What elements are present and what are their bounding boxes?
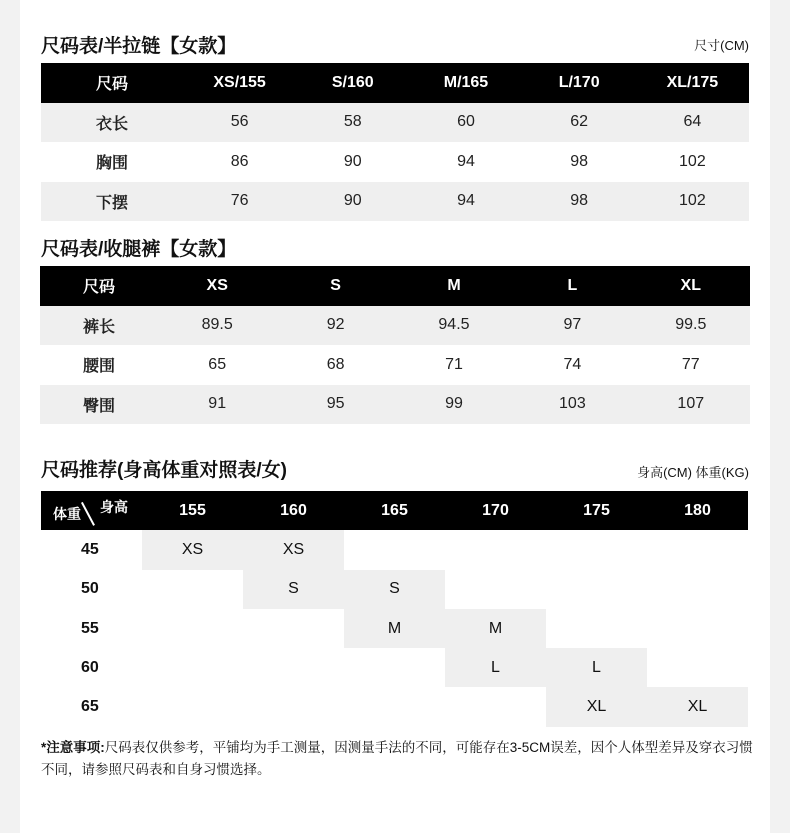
table-cell: 90 (296, 182, 409, 222)
size-cell: XL (647, 687, 748, 726)
size-cell: XS (142, 530, 243, 569)
table-cell: 56 (183, 103, 296, 143)
header-cell: 尺码 (41, 63, 183, 103)
size-cell (445, 530, 546, 569)
size-cell (142, 687, 243, 726)
size-cell (546, 609, 647, 648)
table-row (41, 570, 748, 609)
table-cell: 99 (395, 385, 513, 425)
table-cell: 98 (570, 152, 589, 170)
table-cell: 60 (409, 103, 522, 143)
table-row (40, 306, 750, 346)
table-row (41, 648, 748, 687)
table-row (41, 687, 748, 726)
size-cell (344, 530, 445, 569)
size-cell: XS (243, 530, 344, 569)
weight-label: 60 (81, 658, 99, 676)
recommend-unit: 身高(CM) 体重(KG) (637, 465, 749, 480)
header-cell: XL/175 (636, 63, 749, 103)
size-cell (546, 570, 647, 609)
table-cell: 86 (230, 152, 249, 170)
corner-cell (41, 491, 142, 530)
header-row (41, 63, 749, 103)
size-cell (142, 570, 243, 609)
table-cell: 64 (636, 103, 749, 143)
table-cell: 102 (679, 152, 706, 170)
top-size-unit: 尺寸(CM) (694, 38, 749, 53)
height-header-cell: 160 (243, 491, 344, 530)
size-cell (243, 609, 344, 648)
row-label: 胸围 (95, 155, 128, 173)
table-row (41, 182, 749, 222)
table-cell: 103 (513, 385, 631, 425)
weight-label: 45 (81, 540, 99, 558)
table-cell: 102 (636, 182, 749, 222)
size-cell: S (344, 570, 445, 609)
size-cell (546, 530, 647, 569)
recommend-table (41, 491, 748, 727)
table-cell: 107 (632, 385, 750, 425)
weight-label: 50 (81, 580, 99, 598)
table-cell: 77 (681, 355, 700, 373)
note-text: 尺码表仅供参考，平铺均为手工测量，因测量手法的不同，可能存在3-5CM误差，因个人体型差异及穿衣习惯不同，请参照尺码表和自身习惯选择。 (41, 740, 753, 777)
size-cell (647, 530, 748, 569)
header-cell: XS/155 (183, 63, 296, 103)
table-row (40, 385, 750, 425)
table-cell: 91 (158, 385, 276, 425)
size-cell: M (445, 609, 546, 648)
row-label: 裤长 (40, 306, 158, 346)
header-cell: M/165 (409, 63, 522, 103)
table-cell: 98 (523, 182, 636, 222)
table-cell: 65 (208, 355, 227, 373)
table-cell: 99.5 (632, 306, 750, 346)
note-lead: *注意事项: (41, 740, 105, 755)
header-row (41, 491, 748, 530)
size-cell: L (445, 648, 546, 687)
pants-size-table (40, 266, 750, 424)
size-chart-page (20, 0, 770, 833)
corner-weight-label: 体重 (53, 506, 81, 523)
table-cell: 89.5 (158, 306, 276, 346)
table-cell: 76 (183, 182, 296, 222)
size-cell (142, 648, 243, 687)
header-cell: L (513, 266, 631, 306)
recommend-chart-title: 尺码推荐(身高体重对照表/女) (41, 460, 287, 481)
header-row (40, 266, 750, 306)
weight-label: 65 (81, 698, 99, 716)
table-cell: 74 (563, 355, 582, 373)
size-cell (647, 609, 748, 648)
height-header-cell: 180 (647, 491, 748, 530)
table-row (41, 103, 749, 143)
table-cell: 90 (343, 152, 362, 170)
header-cell: XS (158, 266, 276, 306)
row-label: 腰围 (82, 358, 115, 376)
height-header-cell: 175 (546, 491, 647, 530)
table-cell: 71 (445, 355, 463, 373)
table-cell: 94 (457, 152, 475, 170)
size-cell: S (243, 570, 344, 609)
size-cell: L (546, 648, 647, 687)
note (41, 737, 753, 781)
header-cell: XL (632, 266, 750, 306)
header-cell: L/170 (523, 63, 636, 103)
size-cell (142, 609, 243, 648)
header-cell: S/160 (296, 63, 409, 103)
header-cell: S (276, 266, 394, 306)
size-cell: XL (546, 687, 647, 726)
table-cell: 97 (513, 306, 631, 346)
row-label: 衣长 (41, 103, 183, 143)
weight-label: 55 (81, 619, 99, 637)
table-row (41, 530, 748, 569)
pants-size-chart-title: 尺码表/收腿裤【女款】 (41, 239, 237, 260)
height-header-cell: 165 (344, 491, 445, 530)
corner-height-label: 身高 (100, 499, 128, 515)
table-cell: 94 (409, 182, 522, 222)
header-cell: M (395, 266, 513, 306)
size-cell (344, 687, 445, 726)
row-label: 臀围 (40, 385, 158, 425)
corner-divider (81, 502, 95, 526)
size-cell (445, 687, 546, 726)
size-cell (647, 648, 748, 687)
size-cell: M (344, 609, 445, 648)
top-size-chart-title: 尺码表/半拉链【女款】 (41, 36, 237, 57)
size-cell (243, 687, 344, 726)
table-cell: 94.5 (395, 306, 513, 346)
size-cell (445, 570, 546, 609)
row-label: 下摆 (41, 182, 183, 222)
size-cell (344, 648, 445, 687)
table-row (41, 609, 748, 648)
table-cell: 95 (276, 385, 394, 425)
top-size-table (41, 63, 749, 221)
height-header-cell: 155 (142, 491, 243, 530)
header-cell: 尺码 (40, 266, 158, 306)
height-header-cell: 170 (445, 491, 546, 530)
table-cell: 58 (296, 103, 409, 143)
size-cell (647, 570, 748, 609)
size-cell (243, 648, 344, 687)
table-row (40, 345, 750, 385)
table-cell: 68 (326, 355, 345, 373)
table-row (41, 142, 749, 182)
table-cell: 92 (276, 306, 394, 346)
table-cell: 62 (523, 103, 636, 143)
